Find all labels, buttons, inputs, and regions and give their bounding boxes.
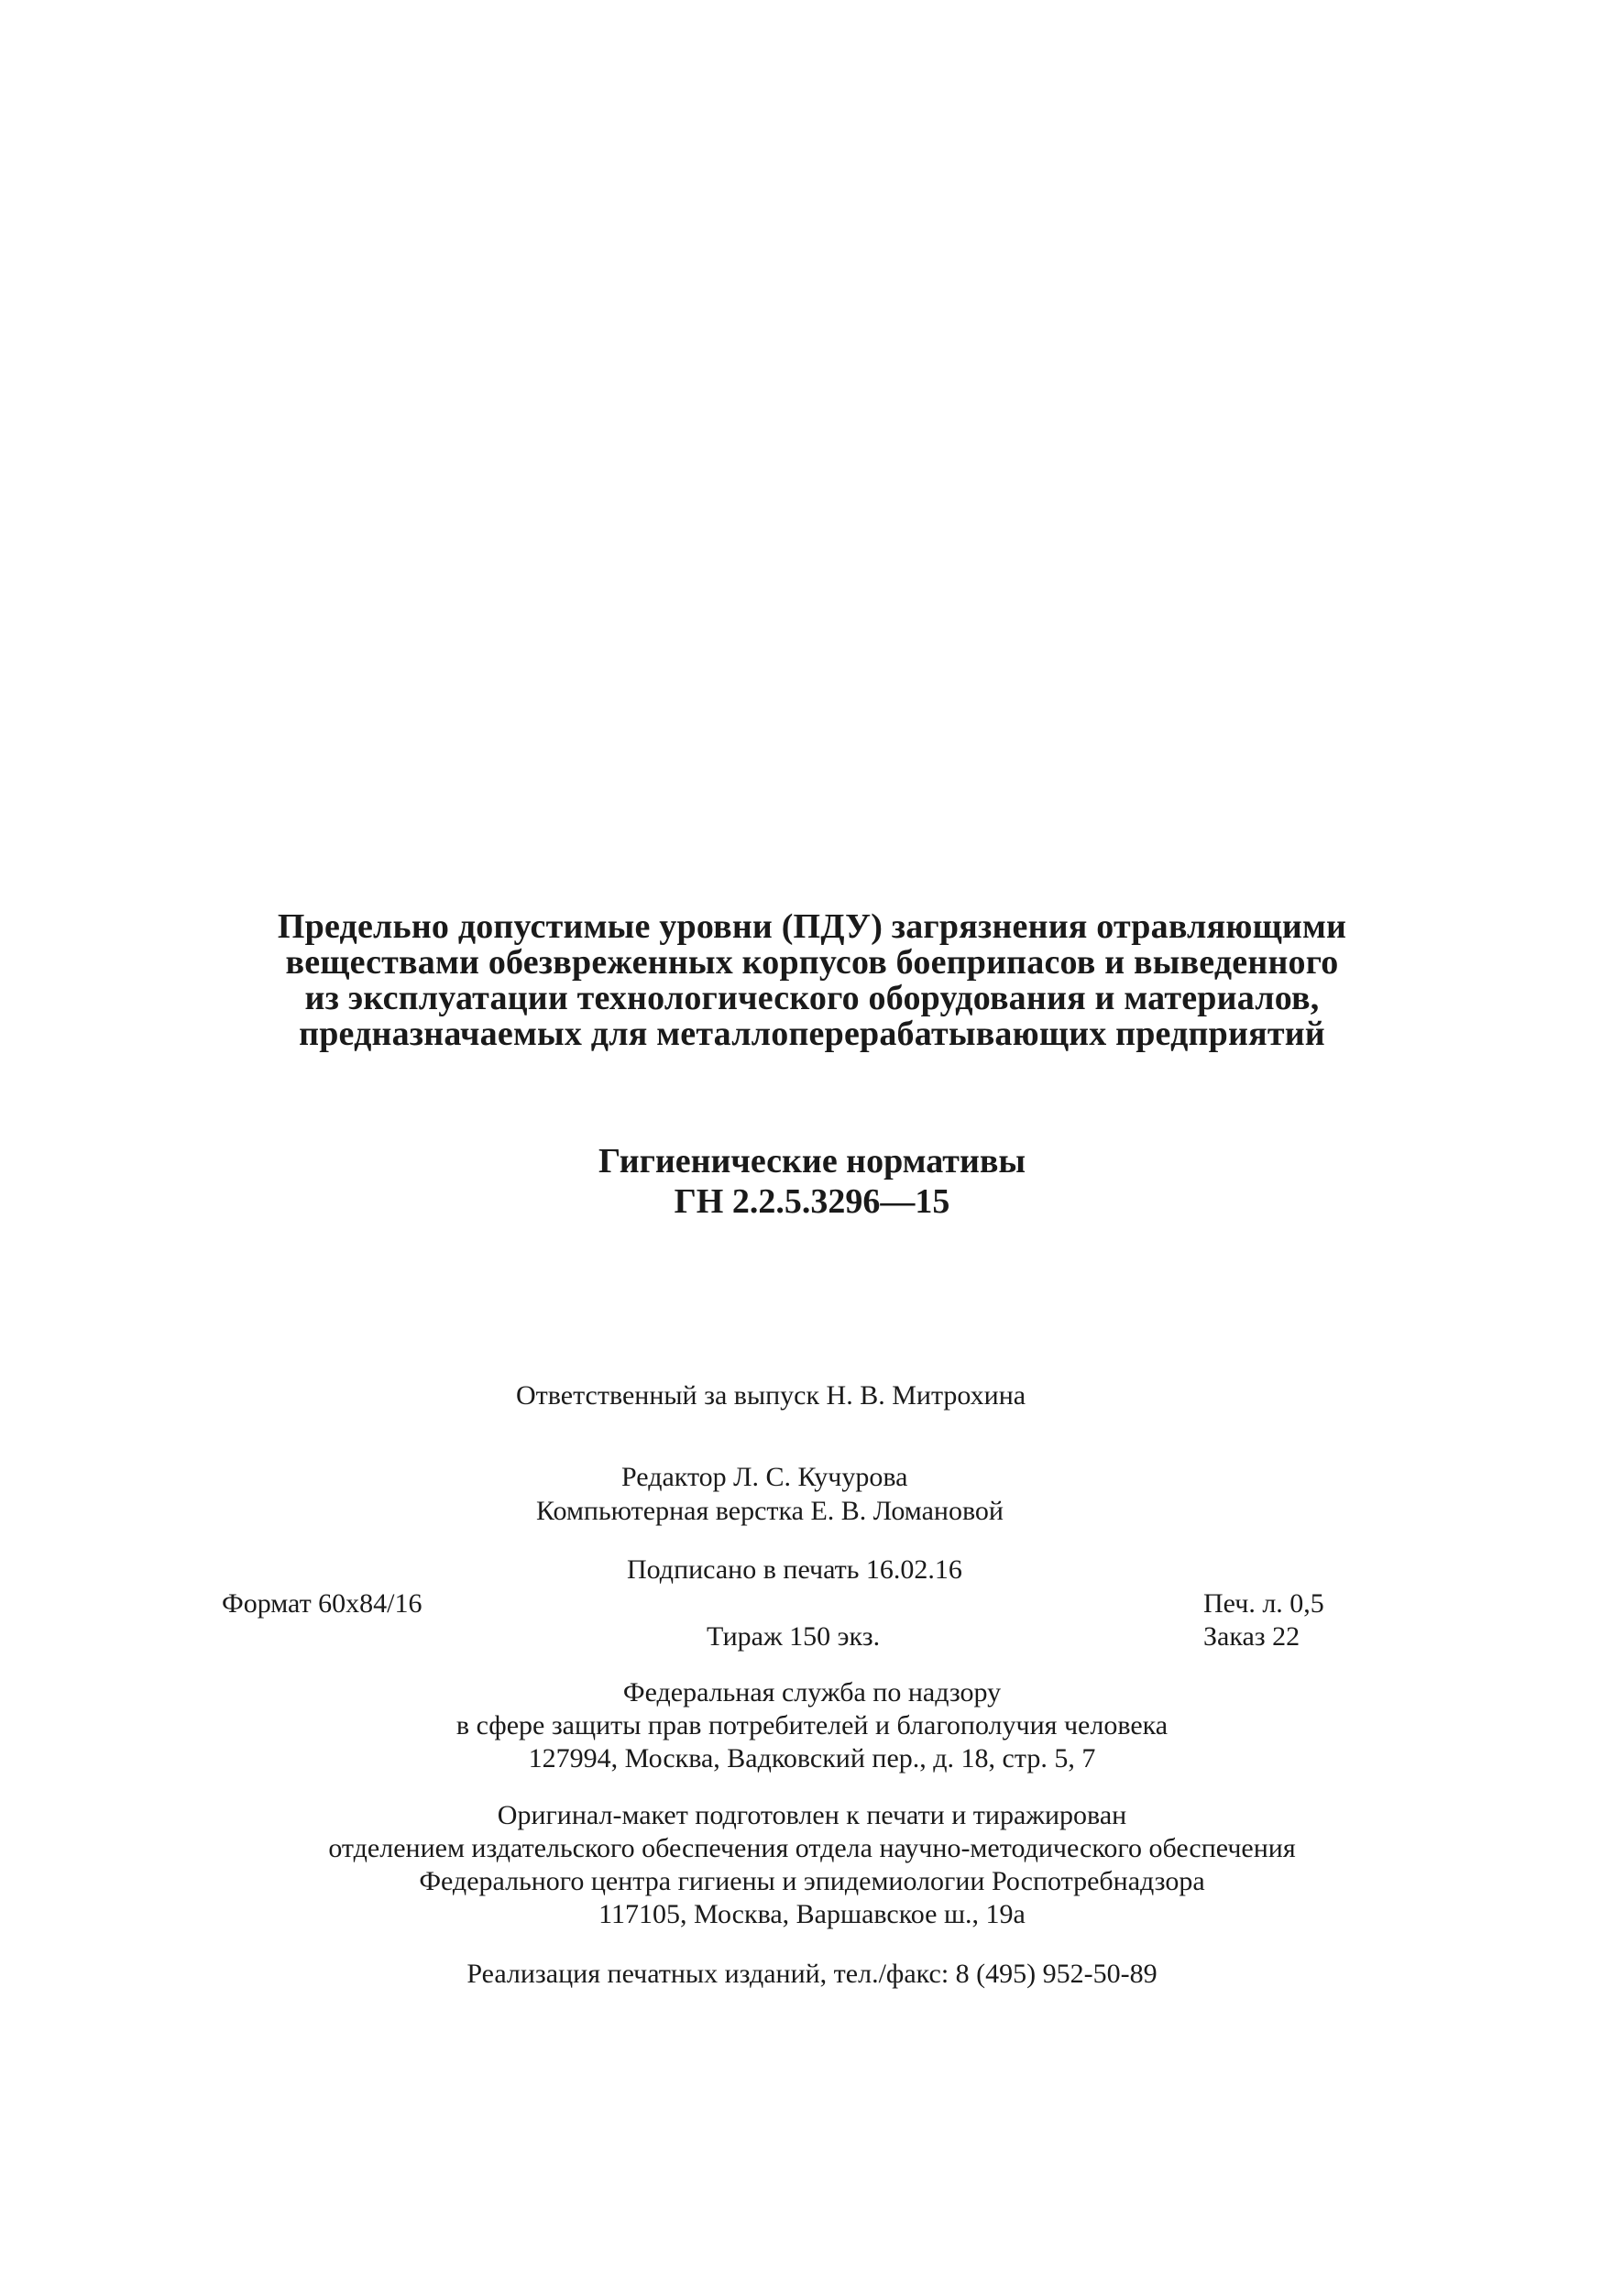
- print-sheets-info: Печ. л. 0,5: [1203, 1588, 1324, 1619]
- responsible-person: Ответственный за выпуск Н. В. Митрохина: [516, 1380, 1026, 1411]
- prepared-line: отделением издательского обеспечения отдела научно-методического обеспечения: [328, 1833, 1296, 1863]
- prepared-address: 117105, Москва, Варшавское ш., 19а: [598, 1899, 1026, 1929]
- document-type: Гигиенические нормативы: [598, 1142, 1026, 1180]
- title-line: веществами обезвреженных корпусов боеприпасов и выведенного: [285, 943, 1339, 982]
- sales-contact: Реализация печатных изданий, тел./факс: 8 (495) 952-50-89: [466, 1959, 1158, 1989]
- layout-credit: Компьютерная верстка Е. В. Ломановой: [536, 1496, 1004, 1526]
- publisher-line: Федеральная служба по надзору: [622, 1677, 1002, 1707]
- document-code: ГН 2.2.5.3296—15: [674, 1182, 950, 1221]
- editor-credit: Редактор Л. С. Кучурова: [621, 1462, 908, 1492]
- title-line: из эксплуатации технологического оборудования и материалов,: [304, 979, 1320, 1017]
- order-info: Заказ 22: [1203, 1621, 1300, 1652]
- title-line: Предельно допустимые уровни (ПДУ) загрязнения отравляющими: [277, 907, 1347, 946]
- title-line: предназначаемых для металлоперерабатывающих предприятий: [299, 1015, 1325, 1053]
- circulation-info: Тираж 150 экз.: [707, 1621, 881, 1652]
- publisher-line: в сфере защиты прав потребителей и благополучия человека: [455, 1710, 1169, 1740]
- prepared-line: Федерального центра гигиены и эпидемиологии Роспотребнадзора: [419, 1866, 1205, 1896]
- prepared-line: Оригинал-макет подготовлен к печати и тиражирован: [497, 1800, 1127, 1830]
- publisher-address: 127994, Москва, Вадковский пер., д. 18, стр. 5, 7: [528, 1743, 1096, 1773]
- format-info: Формат 60х84/16: [222, 1588, 422, 1619]
- document-title: [0, 909, 1624, 1052]
- document-type-block: [0, 1141, 1624, 1222]
- signed-date: Подписано в печать 16.02.16: [627, 1554, 962, 1585]
